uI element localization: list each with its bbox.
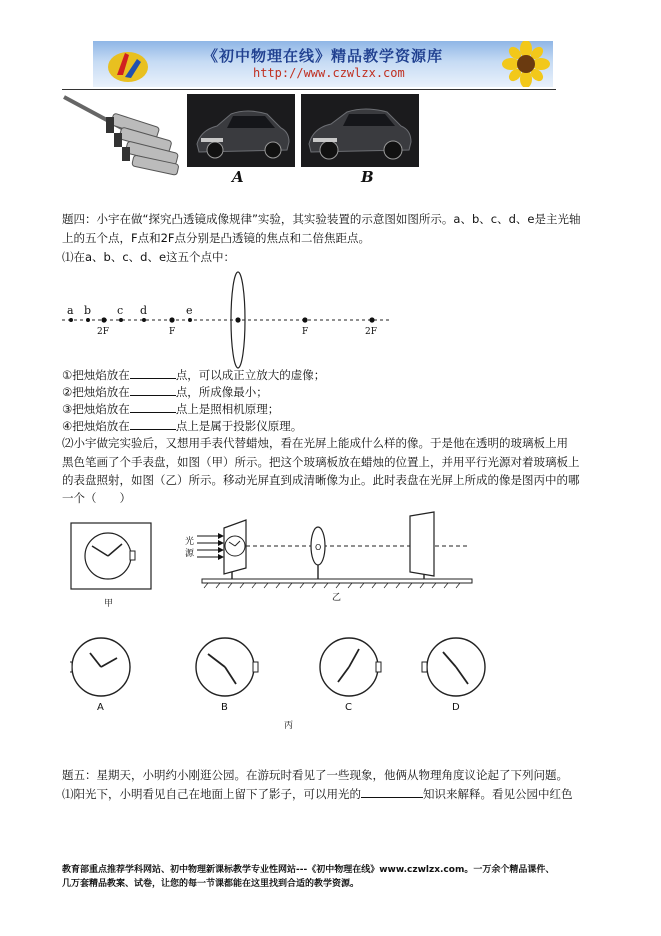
- q4-item-2: ②把烛焰放在 点，所成像最小；: [62, 385, 268, 399]
- clock-label-d: D: [452, 702, 460, 713]
- q4-item-1: ①把烛焰放在 点，可以成正立放大的虚像；: [62, 368, 326, 382]
- clock-option-a: [70, 638, 130, 696]
- label-a: a: [67, 304, 74, 317]
- lens-center: [235, 317, 240, 322]
- answer-blank[interactable]: [130, 400, 176, 413]
- figure-jia: [70, 522, 154, 610]
- q4-intro-line1: 题四：小宇在做“探究凸透镜成像规律”实验，其实验装置的示意图如图所示。a、b、c、d、e是主光轴: [62, 212, 581, 226]
- photo-label-a: A: [232, 168, 244, 186]
- site-url: http://www.czwlzx.com: [253, 66, 405, 80]
- figure-bing: [70, 636, 510, 732]
- label-e: e: [186, 304, 193, 317]
- label-c: c: [117, 304, 124, 317]
- label-d: d: [140, 304, 148, 317]
- photo-label-b: B: [361, 168, 374, 186]
- axis-point-e: [188, 318, 192, 322]
- header-rule: [62, 89, 556, 90]
- axis-point-2f-right: [369, 317, 374, 322]
- label-2f-right: 2F: [365, 327, 377, 337]
- light-source-label-1: 光: [185, 537, 195, 547]
- clock-label-c: C: [345, 702, 352, 713]
- q5-intro: 题五：星期天，小明约小刚逛公园。在游玩时看见了一些现象，他俩从物理角度议论起了下列问题。: [62, 768, 568, 782]
- axis-point-c: [119, 318, 123, 322]
- clock-label-b: B: [221, 702, 228, 713]
- axis-point-a: [69, 318, 73, 322]
- car-icon: [301, 94, 419, 167]
- car-photo-a: [187, 94, 295, 167]
- footer-line2: 几万套精品教案、试卷，让您的每一节课都能在这里找到合适的教学资源。: [62, 879, 360, 889]
- answer-blank[interactable]: [130, 417, 176, 430]
- q4-part2-line4: 一个（ ）: [62, 491, 131, 505]
- q4-part2-line2: 黑色笔画了个手表盘，如图（甲）所示。把这个玻璃板放在蜡烛的位置上，并用平行光源对着玻璃板上: [62, 455, 580, 469]
- lens-axis-diagram: [62, 270, 392, 370]
- car-photo-b: [301, 94, 419, 167]
- label-b: b: [84, 304, 92, 317]
- axis-point-d: [142, 318, 146, 322]
- light-screen: [410, 512, 434, 576]
- q5-part1: ⑴阳光下，小明看见自己在地面上留下了影子，可以用光的 知识来解释。看见公园中红色: [62, 787, 573, 801]
- label-f-right: F: [302, 327, 309, 337]
- q4-part2-line3: 的表盘照射，如图（乙）所示。移动光屏直到成清晰像为止。此时表盘在光屏上所成的像是图丙中的哪: [62, 473, 580, 487]
- q4-item-4: ④把烛焰放在 点上是属于投影仪原理。: [62, 419, 303, 433]
- label-2f-left: 2F: [97, 327, 109, 337]
- q4-intro-line2: 上的五个点，F点和2F点分别是凸透镜的焦点和二倍焦距点。: [62, 231, 371, 245]
- axis-point-f-right: [302, 317, 307, 322]
- caption-yi: 乙: [332, 593, 342, 603]
- clock-option-b: [196, 638, 258, 696]
- svg-text:O: O: [315, 543, 322, 552]
- sunflower-icon: [498, 41, 553, 87]
- label-f-left: F: [169, 327, 176, 337]
- q4-item-3: ③把烛焰放在 点上是照相机原理；: [62, 402, 280, 416]
- answer-blank[interactable]: [130, 383, 176, 396]
- axis-point-b: [86, 318, 90, 322]
- clock-label-a: A: [97, 702, 104, 713]
- axis-point-2f-left: [101, 317, 106, 322]
- figure-yi: [180, 510, 480, 606]
- tools-photo: [62, 93, 184, 183]
- answer-blank[interactable]: [130, 366, 176, 379]
- site-title: 《初中物理在线》精品教学资源库: [203, 47, 444, 65]
- clock-option-c: [320, 638, 381, 696]
- car-icon: [187, 94, 295, 167]
- header-banner: [93, 41, 553, 87]
- axis-point-f-left: [169, 317, 174, 322]
- light-source-label-2: 源: [185, 549, 195, 559]
- clock-option-d: [422, 638, 485, 696]
- answer-blank[interactable]: [361, 785, 423, 798]
- glass-plate: [224, 520, 246, 574]
- q4-part2-line1: ⑵小宇做完实验后，又想用手表代替蜡烛，看在光屏上能成什么样的像。于是他在透明的玻璃板上用: [62, 436, 568, 450]
- q4-part1: ⑴在a、b、c、d、e这五个点中：: [62, 250, 236, 264]
- site-logo-icon: [103, 45, 153, 85]
- footer-line1: 教育部重点推荐学科网站、初中物理新课标教学专业性网站---《初中物理在线》www.czwlzx.com。一万余个精品课件、: [62, 865, 555, 875]
- caption-bing: 丙: [284, 721, 294, 731]
- caption-jia: 甲: [104, 599, 114, 609]
